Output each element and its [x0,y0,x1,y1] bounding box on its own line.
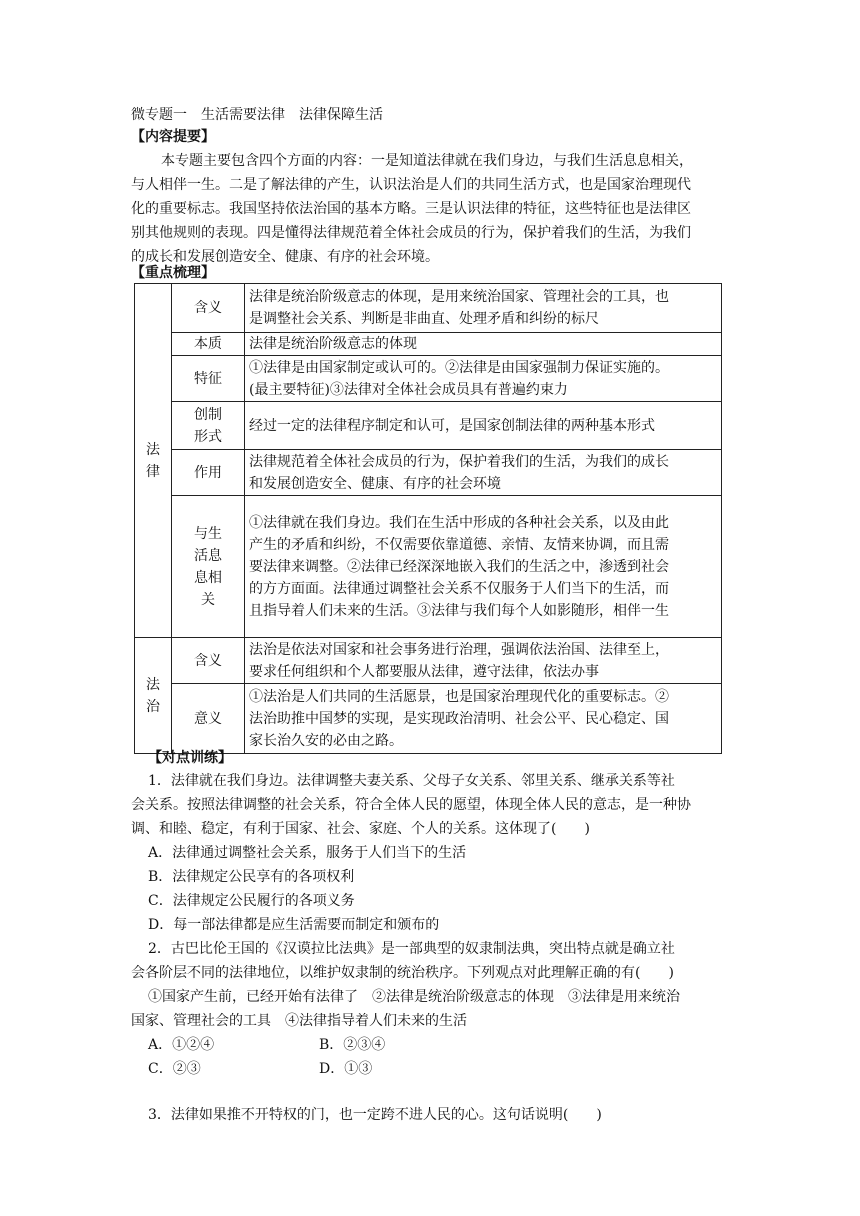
table-row [135,638,722,684]
row-label: 含义 [172,284,245,333]
page-title: 微专题一 生活需要法律 法律保障生活 [131,107,383,123]
content-line: ①法治是人们共同的生活愿景，也是国家治理现代化的重要标志。② [249,688,669,705]
row-label [172,496,245,638]
question-2-option-a: A．①②④ [148,1037,215,1053]
law-category-cell [135,284,172,638]
question-2-option-c: C．②③ [148,1061,201,1077]
content-line: 且指导着人们未来的生活。③法律与我们每个人如影随形，相伴一生 [249,602,669,619]
question-1-option-d: D．每一部法律都是应生活需要而制定和颁布的 [148,917,440,933]
table-row [135,684,722,754]
question-2-option-d: D．①③ [319,1061,373,1077]
intro-line: 与人相伴一生。二是了解法律的产生，认识法治是人们的共同生活方式，也是国家治理现代 [131,177,691,193]
content-line: ①法律就在我们身边。我们在生活中形成的各种社会关系，以及由此 [249,514,669,531]
table-row [135,402,722,450]
row-label-line: 活息 [194,547,222,564]
row-label [172,402,245,450]
content-line: 法律是统治阶级意志的体现，是用来统治国家、管理社会的工具，也 [249,289,669,305]
row-content [245,638,722,684]
row-label-line: 与生 [194,525,222,542]
content-line: 法治助推中国梦的实现，是实现政治清明、社会公平、民心稳定、国 [249,710,669,727]
question-1-option-b: B．法律规定公民享有的各项权利 [148,869,355,885]
content-line: ①法律是由国家制定或认可的。②法律是由国家强制力保证实施的。 [249,359,669,376]
intro-line: 别其他规则的表现。四是懂得法律规范着全体社会成员的行为，保护着我们的生活，为我们 [131,225,691,241]
question-2-line: 会各阶层不同的法律地位，以维护奴隶制的统治秩序。下列观点对此理解正确的有( ) [131,965,674,981]
intro-line: 本专题主要包含四个方面的内容：一是知道法律就在我们身边，与我们生活息息相关， [161,153,693,169]
rule-of-law-category-cell [135,638,172,754]
row-label-line: 形式 [194,428,222,445]
table-row [135,333,722,356]
row-label-line: 创制 [194,406,222,423]
content-line: 法律是统治阶级意志的体现 [249,336,417,352]
row-label: 特征 [172,356,245,402]
row-label-line: 关 [201,591,215,608]
table-row [135,496,722,638]
law-category-label: 法律 [146,441,160,480]
table-row [135,284,722,333]
content-line: 要求任何组织和个人都要服从法律，遵守法律，依法办事 [249,663,599,680]
practice-heading: 【对点训练】 [148,750,232,766]
key-points-table [134,283,722,754]
table-row [135,450,722,496]
intro-heading: 【内容提要】 [131,129,215,145]
content-line: (最主要特征)③法律对全体社会成员具有普遍约束力 [249,381,568,398]
row-label-line: 息相 [194,569,222,586]
intro-line: 化的重要标志。我国坚持依法治国的基本方略。三是认识法律的特征，这些特征也是法律区 [131,201,691,217]
content-line: 的方方面面。法律通过调整社会关系不仅服务于人们当下的生活，而 [249,580,669,597]
row-content [245,496,722,638]
content-line: 和发展创造安全、健康、有序的社会环境 [249,475,501,492]
question-3-line: 3．法律如果推不开特权的门，也一定跨不进人民的心。这句话说明( ) [148,1107,602,1123]
row-content [245,402,722,450]
row-content [245,333,722,356]
content-line: 产生的矛盾和纠纷，不仅需要依靠道德、亲情、友情来协调，而且需 [249,536,669,553]
key-points-heading: 【重点梳理】 [131,265,215,281]
row-label: 作用 [172,450,245,496]
rule-of-law-category-label: 法治 [146,676,160,715]
intro-line: 的成长和发展创造安全、健康、有序的社会环境。 [131,249,439,265]
row-content [245,684,722,754]
content-line: 经过一定的法律程序制定和认可，是国家创制法律的两种基本形式 [249,417,655,434]
question-1-line: 会关系。按照法律调整的社会关系，符合全体人民的愿望，体现全体人民的意志，是一种协 [131,797,691,813]
content-line: 法治是依法对国家和社会事务进行治理，强调依法治国、法律至上， [249,641,669,658]
content-line: 家长治久安的必由之路。 [249,732,403,749]
row-content [245,284,722,333]
content-line: 是调整社会关系、判断是非曲直、处理矛盾和纠纷的标尺 [249,311,599,327]
question-2-option-b: B．②③④ [319,1037,386,1053]
row-label: 本质 [172,333,245,356]
content-line: 要法律来调整。②法律已经深深地嵌入我们的生活之中，渗透到社会 [249,558,669,575]
row-content [245,450,722,496]
question-1-line: 调、和睦、稳定，有利于国家、社会、家庭、个人的关系。这体现了( ) [131,821,590,837]
question-2-line: 2．古巴比伦王国的《汉谟拉比法典》是一部典型的奴隶制法典，突出特点就是确立社 [148,941,675,957]
table-row [135,356,722,402]
content-line: 法律规范着全体社会成员的行为，保护着我们的生活，为我们的成长 [249,453,669,470]
question-1-line: 1．法律就在我们身边。法律调整夫妻关系、父母子女关系、邻里关系、继承关系等社 [148,773,675,789]
question-1-option-c: C．法律规定公民履行的各项义务 [148,893,355,909]
row-label: 意义 [172,684,245,754]
row-content [245,356,722,402]
question-1-option-a: A．法律通过调整社会关系，服务于人们当下的生活 [148,845,467,861]
question-2-line: ①国家产生前，已经开始有法律了 ②法律是统治阶级意志的体现 ③法律是用来统治 [148,989,680,1005]
row-label: 含义 [172,638,245,684]
question-2-line: 国家、管理社会的工具 ④法律指导着人们未来的生活 [131,1013,467,1029]
